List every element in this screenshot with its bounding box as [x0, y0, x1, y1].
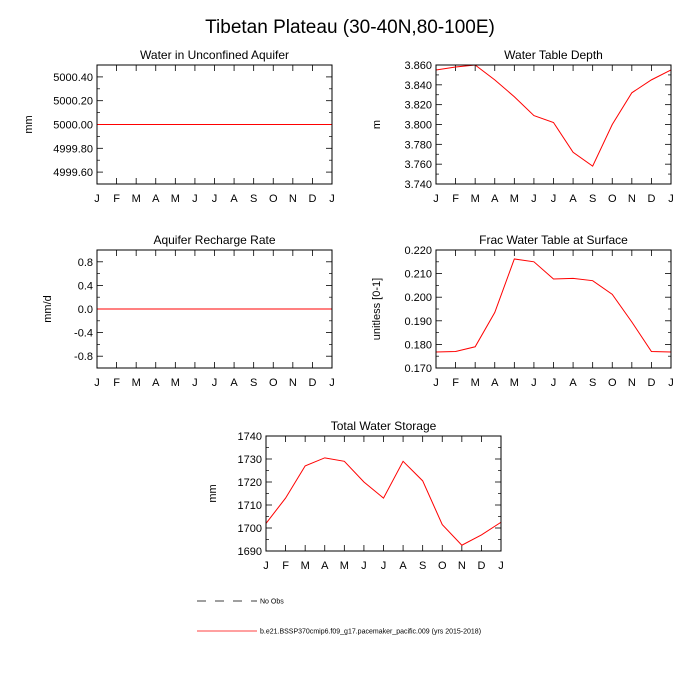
panel-5-xtick-label: J: [380, 560, 387, 572]
panel-4-xtick-label: J: [531, 377, 537, 389]
figure-title: Tibetan Plateau (30-40N,80-100E): [205, 17, 495, 38]
panel-2-xtick-label: J: [550, 193, 557, 205]
panel-3-title: Aquifer Recharge Rate: [153, 233, 276, 247]
panel-2-ytick-label: 3.840: [404, 79, 432, 92]
panel-1-ytick-label: 5000.40: [53, 71, 93, 84]
panel-4-ytick-label: 0.220: [404, 245, 432, 257]
panel-2-xtick-label: D: [647, 193, 656, 205]
panel-4-xtick-label: O: [607, 377, 617, 389]
panel-2-ytick-label: 3.860: [404, 60, 432, 72]
panel-1-xtick-label: F: [113, 193, 120, 205]
panel-4-xtick-label: J: [550, 377, 557, 389]
panel-3-xtick-label: F: [113, 377, 120, 389]
panel-1-ytick-label: 4999.80: [53, 143, 93, 156]
panel-1-xtick-label: A: [152, 193, 160, 205]
panel-4-ylabel: unitless [0-1]: [371, 277, 383, 341]
panel-1-title: Water in Unconfined Aquifer: [140, 48, 289, 62]
panel-4-ytick-label: 0.180: [404, 339, 432, 352]
panel-3-xtick-label: O: [268, 377, 278, 389]
panel-4-xtick-label: S: [588, 377, 597, 389]
panel-5-xtick-label: N: [457, 560, 466, 572]
panel-3-xtick-label: M: [170, 377, 180, 389]
panel-4-ytick-label: 0.190: [404, 315, 432, 328]
panel-3-xtick-label: S: [249, 377, 258, 389]
panel-3-xtick-label: J: [211, 377, 218, 389]
panel-4-ytick-label: 0.170: [404, 363, 432, 375]
panel-2-xtick-label: A: [491, 193, 499, 205]
panel-5-xtick-label: J: [263, 560, 269, 572]
panel-5-xtick-label: S: [418, 560, 427, 572]
panel-2-xtick-label: A: [569, 193, 577, 205]
panel-2-xtick-label: J: [433, 193, 439, 205]
panel-2-ytick-label: 3.800: [404, 119, 432, 132]
panel-5-ytick-label: 1720: [237, 477, 262, 489]
panel-1-ytick-label: 5000.00: [53, 119, 93, 132]
panel-3-xtick-label: J: [94, 377, 100, 389]
panel-1-xtick-label: S: [249, 193, 258, 205]
panel-1-xtick-label: J: [329, 193, 335, 205]
panel-2-xtick-label: S: [588, 193, 597, 205]
panel-3-xtick-label: A: [230, 377, 238, 389]
panel-5-ytick-label: 1700: [237, 523, 262, 535]
panel-2-xtick-label: M: [509, 193, 519, 205]
panel-1-xtick-label: D: [308, 193, 317, 205]
panel-3-xtick-label: D: [308, 377, 317, 389]
panel-5-ylabel: mm: [207, 484, 219, 503]
panel-2-xtick-label: J: [668, 193, 674, 205]
panel-1-xtick-label: A: [230, 193, 238, 205]
legend-obs-label: No Obs: [260, 598, 284, 606]
panel-4-xtick-label: J: [668, 377, 674, 389]
panel-3-xtick-label: A: [152, 377, 160, 389]
legend-model-label: b.e21.BSSP370cmip6.f09_g17.pacemaker_pacific.009 (yrs 2015-2018): [260, 628, 482, 636]
panel-2-ytick-label: 3.820: [404, 99, 432, 112]
panel-5-ytick-label: 1730: [237, 454, 262, 466]
panel-2-ytick-label: 3.740: [404, 179, 432, 191]
panel-2-ylabel: m: [371, 119, 383, 130]
panel-2-ytick-label: 3.780: [404, 139, 432, 152]
panel-4-xtick-label: D: [647, 377, 656, 389]
panel-5-ytick-label: 1710: [237, 500, 262, 512]
panel-4-ytick-label: 0.210: [404, 268, 432, 281]
panel-3-ylabel: mm/d: [42, 295, 54, 323]
panel-4-ytick-label: 0.200: [404, 292, 432, 305]
panel-2-xtick-label: F: [452, 193, 459, 205]
panel-2-xtick-label: O: [607, 193, 617, 205]
panel-4-title: Frac Water Table at Surface: [479, 233, 628, 247]
panel-1-xtick-label: J: [192, 193, 198, 205]
panel-1-xtick-label: M: [131, 193, 141, 205]
panel-4-xtick-label: N: [627, 377, 636, 389]
panel-4-xtick-label: M: [470, 377, 480, 389]
panel-2-xtick-label: M: [470, 193, 480, 205]
panel-3-xtick-label: J: [329, 377, 335, 389]
panel-3-xtick-label: M: [131, 377, 141, 389]
panel-5-ytick-label: 1740: [237, 431, 262, 443]
panel-4-xtick-label: A: [569, 377, 577, 389]
panel-4-xtick-label: A: [491, 377, 499, 389]
panel-1-xtick-label: O: [268, 193, 278, 205]
panel-5-xtick-label: A: [321, 560, 329, 572]
panel-1-ylabel: mm: [23, 115, 35, 134]
panel-1-xtick-label: N: [288, 193, 297, 205]
panel-5-title: Total Water Storage: [330, 419, 437, 433]
panel-2-ytick-label: 3.760: [404, 159, 432, 172]
panel-5-xtick-label: M: [339, 560, 349, 572]
panel-5-xtick-label: D: [477, 560, 486, 572]
panel-5-ytick-label: 1690: [237, 546, 262, 558]
panel-5-xtick-label: J: [361, 560, 367, 572]
panel-2-xtick-label: N: [627, 193, 636, 205]
panel-4-xtick-label: F: [452, 377, 459, 389]
panel-5-xtick-label: O: [437, 560, 447, 572]
panel-3-xtick-label: J: [192, 377, 198, 389]
panel-2-title: Water Table Depth: [504, 48, 603, 62]
panel-1-xtick-label: J: [94, 193, 100, 205]
panel-3-ytick-label: -0.4: [74, 327, 93, 340]
panel-4-xtick-label: M: [509, 377, 519, 389]
panel-1-xtick-label: M: [170, 193, 180, 205]
panel-1-ytick-label: 5000.20: [53, 95, 93, 108]
panel-3-ytick-label: 0.0: [77, 304, 93, 316]
panel-5-xtick-label: A: [399, 560, 407, 572]
panel-1-ytick-label: 4999.60: [53, 167, 93, 180]
panel-5-xtick-label: M: [300, 560, 310, 572]
panel-1-xtick-label: J: [211, 193, 218, 205]
panel-5-xtick-label: J: [498, 560, 504, 572]
panel-3-ytick-label: -0.8: [74, 351, 93, 364]
panel-3-ytick-label: 0.8: [77, 256, 93, 269]
panel-5-xtick-label: F: [282, 560, 289, 572]
panel-4-xtick-label: J: [433, 377, 439, 389]
panel-3-ytick-label: 0.4: [77, 280, 93, 293]
panel-3-xtick-label: N: [288, 377, 297, 389]
panel-2-xtick-label: J: [531, 193, 537, 205]
